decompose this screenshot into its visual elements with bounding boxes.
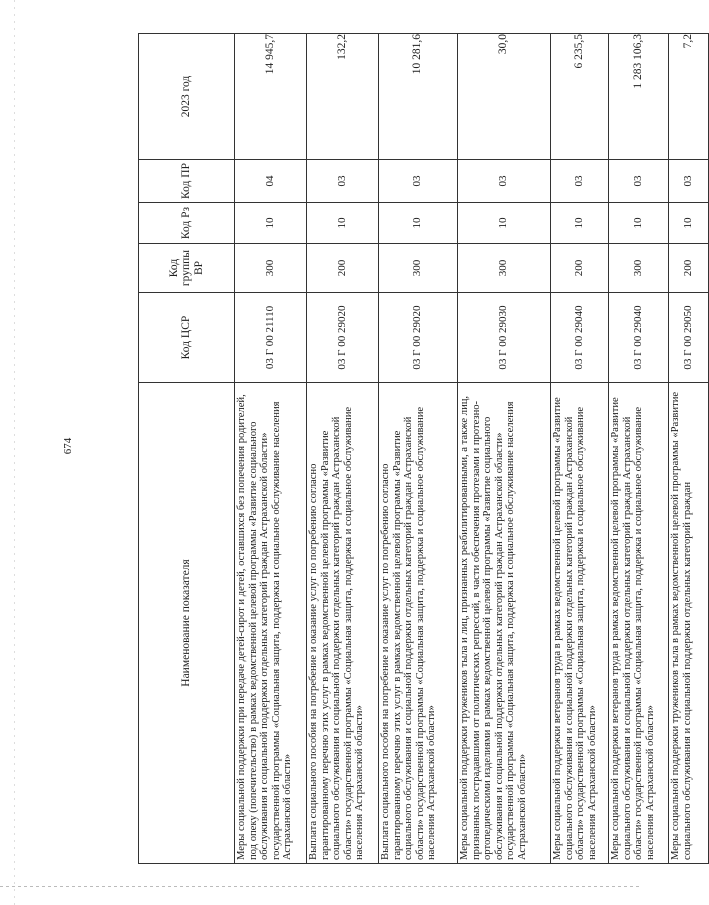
table-row	[669, 34, 709, 864]
row-csr-code: 03 Г 00 29050	[669, 293, 709, 383]
row-rz-code: 10	[235, 203, 307, 244]
row-indicator-name: Выплата социального пособия на погребение и оказание услуг по погребению согласно гарантированному перечню этих услуг в рамках ведомственной целевой программы «Развитие социального обслуживания и социальной поддержки отдельных категорий граждан Астраханской области» государственной программы «Социальная защита, поддержка и социальное обслуживание населения Астраханской области»	[307, 383, 379, 864]
header-rz-code: Код Рз	[139, 203, 235, 244]
row-pr-code: 03	[379, 160, 458, 203]
row-pr-code: 03	[307, 160, 379, 203]
row-vr-code: 200	[551, 244, 609, 293]
row-vr-code: 300	[609, 244, 669, 293]
table-row	[458, 34, 551, 864]
row-pr-code: 04	[235, 160, 307, 203]
row-csr-code: 03 Г 00 29020	[307, 293, 379, 383]
budget-table	[138, 33, 709, 864]
row-indicator-name: Выплата социального пособия на погребение и оказание услуг по погребению согласно гарантированному перечню этих услуг в рамках ведомственной целевой программы «Развитие социального обслуживания и социальной поддержки отдельных категорий граждан Астраханской области» государственной программы «Социальная защита, поддержка и социальное обслуживание населения Астраханской области»	[379, 383, 458, 864]
scan-edge-bottom	[0, 886, 640, 887]
row-csr-code: 03 Г 00 29040	[609, 293, 669, 383]
row-csr-code: 03 Г 00 29020	[379, 293, 458, 383]
table-row	[379, 34, 458, 864]
page-number: 674	[62, 437, 74, 455]
scan-edge-left	[14, 0, 15, 905]
row-indicator-name: Меры социальной поддержки ветеранов труда в рамках ведомственной целевой программы «Развитие социального обслуживания и социальной поддержки отдельных категорий граждан Астраханской области» государственной программы «Социальная защита, поддержка и социальное обслуживание населения Астраханской области»	[551, 383, 609, 864]
row-vr-code: 300	[458, 244, 551, 293]
row-pr-code: 03	[551, 160, 609, 203]
row-value-2023: 7,2	[669, 34, 709, 160]
row-indicator-name: Меры социальной поддержки тружеников тыла в рамках ведомственной целевой программы «Развитие социального обслуживания и социальной поддержки отдельных категорий граждан	[669, 383, 709, 864]
row-value-2023: 14 945,7	[235, 34, 307, 160]
row-value-2023: 1 283 106,3	[609, 34, 669, 160]
table-body	[235, 34, 709, 864]
row-value-2023: 6 235,5	[551, 34, 609, 160]
row-rz-code: 10	[669, 203, 709, 244]
row-indicator-name: Меры социальной поддержки при передаче детей-сирот и детей, оставшихся без попечения родителей, под опеку (попечительство) в рамках ведомственной целевой программы «Развитие социального обслуживания и социальной поддержки отдельных категорий граждан Астраханской области» государственной программы «Социальная защита, поддержка и социальное обслуживание населения Астраханской области»	[235, 383, 307, 864]
header-csr-code: Код ЦСР	[139, 293, 235, 383]
table-row	[235, 34, 307, 864]
table-header-row	[139, 34, 235, 864]
header-vr-code: Код группы ВР	[139, 244, 235, 293]
row-rz-code: 10	[379, 203, 458, 244]
row-pr-code: 03	[458, 160, 551, 203]
table-row	[551, 34, 609, 864]
row-csr-code: 03 Г 00 29040	[551, 293, 609, 383]
row-rz-code: 10	[609, 203, 669, 244]
row-vr-code: 300	[379, 244, 458, 293]
row-value-2023: 132,2	[307, 34, 379, 160]
row-value-2023: 30,0	[458, 34, 551, 160]
budget-table-sheet	[138, 34, 694, 864]
row-indicator-name: Меры социальной поддержки тружеников тыла и лиц, признанных реабилитированными, а также лиц, признанных пострадавшими от политических репрессий, в части обеспечения протезами и протезно-ортопедическими изделиями в рамках ведомственной целевой программы «Развитие социального обслуживания и социальной поддержки отдельных категорий граждан Астраханской области» государственной программы «Социальная защита, поддержка и социальное обслуживание населения Астраханской области»	[458, 383, 551, 864]
header-year-2023: 2023 год	[139, 34, 235, 160]
row-vr-code: 200	[669, 244, 709, 293]
header-indicator-name: Наименование показателя	[139, 383, 235, 864]
table-row	[307, 34, 379, 864]
row-vr-code: 300	[235, 244, 307, 293]
row-rz-code: 10	[458, 203, 551, 244]
row-pr-code: 03	[609, 160, 669, 203]
row-csr-code: 03 Г 00 29030	[458, 293, 551, 383]
row-indicator-name: Меры социальной поддержки ветеранов труда в рамках ведомственной целевой программы «Развитие социального обслуживания и социальной поддержки отдельных категорий граждан Астраханской области» государственной программы «Социальная защита, поддержка и социальное обслуживание населения Астраханской области»	[609, 383, 669, 864]
row-csr-code: 03 Г 00 21110	[235, 293, 307, 383]
row-vr-code: 200	[307, 244, 379, 293]
header-pr-code: Код ПР	[139, 160, 235, 203]
row-pr-code: 03	[669, 160, 709, 203]
row-rz-code: 10	[307, 203, 379, 244]
table-row	[609, 34, 669, 864]
row-rz-code: 10	[551, 203, 609, 244]
row-value-2023: 10 281,6	[379, 34, 458, 160]
